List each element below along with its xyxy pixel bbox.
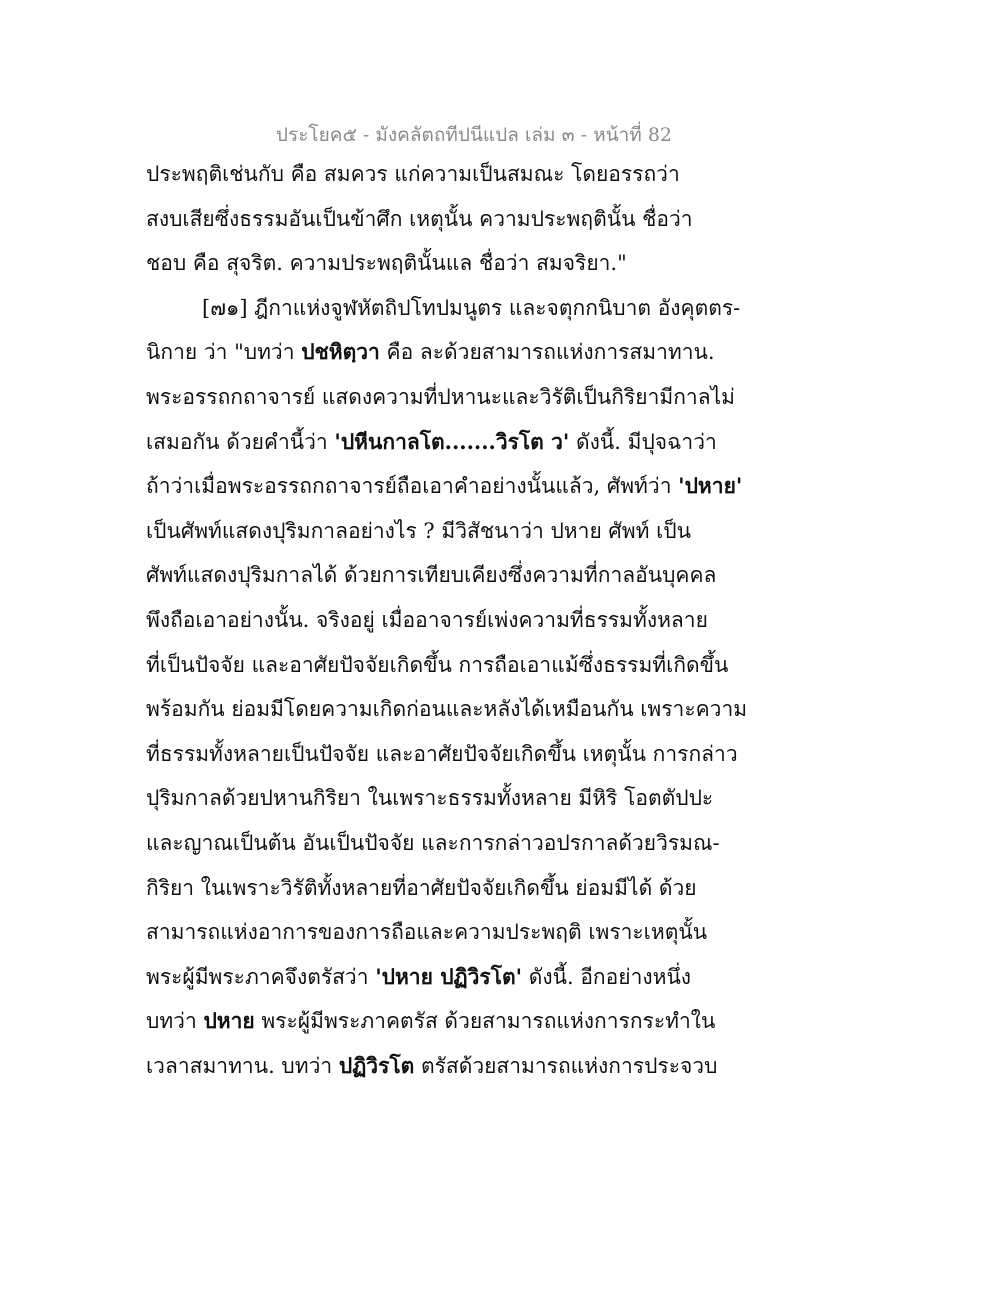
text-line	[146, 1044, 718, 1089]
text-segment: ปุริมกาลด้วยปหานกิริยา ในเพราะธรรมทั้งหลาย มีหิริ โอตตัปปะ	[146, 786, 714, 811]
text-line	[146, 375, 735, 420]
text-segment: [๗๑] ฎีกาแห่งจูฬหัตถิปโทปมนูตร และจตุกกนิบาต อังคุตตร-	[202, 295, 741, 320]
text-line	[146, 821, 720, 866]
text-line	[146, 330, 715, 375]
text-segment: ดังนี้. อีกอย่างหนึ่ง	[522, 964, 692, 989]
text-segment: พระอรรถกถาจารย์ แสดงความที่ปหานะและวิรัติเป็นกิริยามีกาลไม่	[146, 384, 735, 409]
text-segment: เวลาสมาทาน. บทว่า	[146, 1053, 339, 1078]
bold-term: ปหาย	[203, 1008, 255, 1034]
text-segment: พร้อมกัน ย่อมมีโดยความเกิดก่อนและหลังได้เหมือนกัน เพราะความ	[146, 697, 748, 722]
text-segment: พึงถือเอาอย่างนั้น. จริงอยู่ เมื่ออาจารย์เพ่งความที่ธรรมทั้งหลาย	[146, 607, 708, 632]
text-line	[146, 553, 717, 598]
text-segment: ถ้าว่าเมื่อพระอรรถกถาจารย์ถือเอาคำอย่างนั้นแล้ว, ศัพท์ว่า	[146, 474, 679, 499]
text-segment: ดังนี้. มีปุจฉาว่า	[569, 429, 717, 454]
text-line	[146, 152, 706, 197]
bold-term: ปฏิวิรโต	[338, 1052, 415, 1078]
text-line	[146, 910, 706, 955]
text-segment: พระผู้มีพระภาคตรัส ด้วยสามารถแห่งการกระทำใน	[254, 1009, 716, 1034]
text-line	[146, 955, 706, 1000]
text-line	[146, 420, 717, 465]
text-segment: ประพฤติเช่นกับ คือ สมควร แก่ความเป็นสมณะ โดยอรรถว่า	[146, 162, 680, 186]
text-segment: ที่ธรรมทั้งหลายเป็นปัจจัย และอาศัยปัจจัยเกิดขึ้น เหตุนั้น การกล่าว	[146, 741, 738, 766]
text-segment: สามารถแห่งอาการของการถือและความประพฤติ เพราะเหตุนั้น	[146, 920, 708, 945]
text-segment: เสมอกัน ด้วยคำนี้ว่า	[146, 429, 335, 454]
text-line	[146, 509, 706, 554]
text-segment: คือ ละด้วยสามารถแห่งการสมาทาน.	[379, 340, 715, 365]
bold-term: 'ปหาย'	[678, 473, 743, 499]
bold-term: 'ปหาย ปฏิวิรโต'	[375, 963, 523, 989]
text-line	[146, 598, 706, 643]
text-line	[146, 687, 748, 732]
text-segment: เป็นศัพท์แสดงปุริมกาลอย่างไร ? มีวิสัชนาว่า ปหาย ศัพท์ เป็น	[146, 518, 691, 543]
text-line	[146, 286, 741, 331]
text-line	[146, 999, 716, 1044]
text-line	[146, 197, 706, 242]
text-line	[146, 732, 738, 777]
text-segment: ตรัสด้วยสามารถแห่งการประจวบ	[414, 1053, 718, 1078]
text-line	[146, 241, 706, 286]
page-header: ประโยค๕ - มังคลัตถทีปนีแปล เล่ม ๓ - หน้าที่ 82	[275, 124, 672, 146]
text-segment: และญาณเป็นต้น อันเป็นปัจจัย และการกล่าวอปรกาลด้วยวิรมณ-	[146, 830, 720, 855]
text-segment: ศัพท์แสดงปุริมกาลได้ ด้วยการเทียบเคียงซึ่งความที่กาลอันบุคคล	[146, 563, 717, 588]
text-line	[146, 643, 729, 688]
bold-term: ปชหิตฺวา	[301, 339, 380, 365]
text-segment: ที่เป็นปัจจัย และอาศัยปัจจัยเกิดขึ้น การถือเอาแม้ซึ่งธรรมที่เกิดขึ้น	[146, 652, 729, 677]
text-segment: บทว่า	[146, 1009, 204, 1034]
text-line	[146, 464, 743, 509]
text-segment: กิริยา ในเพราะวิรัติทั้งหลายที่อาศัยปัจจัยเกิดขึ้น ย่อมมีได้ ด้วย	[146, 875, 697, 900]
text-segment: พระผู้มีพระภาคจึงตรัสว่า	[146, 964, 376, 989]
text-line	[146, 776, 714, 821]
bold-term: 'ปหีนกาลโต.......วิรโต ว'	[334, 428, 570, 454]
text-segment: สงบเสียซึ่งธรรมอันเป็นข้าศึก เหตุนั้น ความประพฤตินั้น ชื่อว่า	[146, 206, 693, 231]
text-line	[146, 866, 706, 911]
body-text	[146, 152, 748, 1088]
text-segment: ชอบ คือ สุจริต. ความประพฤตินั้นแล ชื่อว่า สมจริยา."	[146, 251, 627, 276]
text-segment: นิกาย ว่า "บทว่า	[146, 340, 302, 365]
